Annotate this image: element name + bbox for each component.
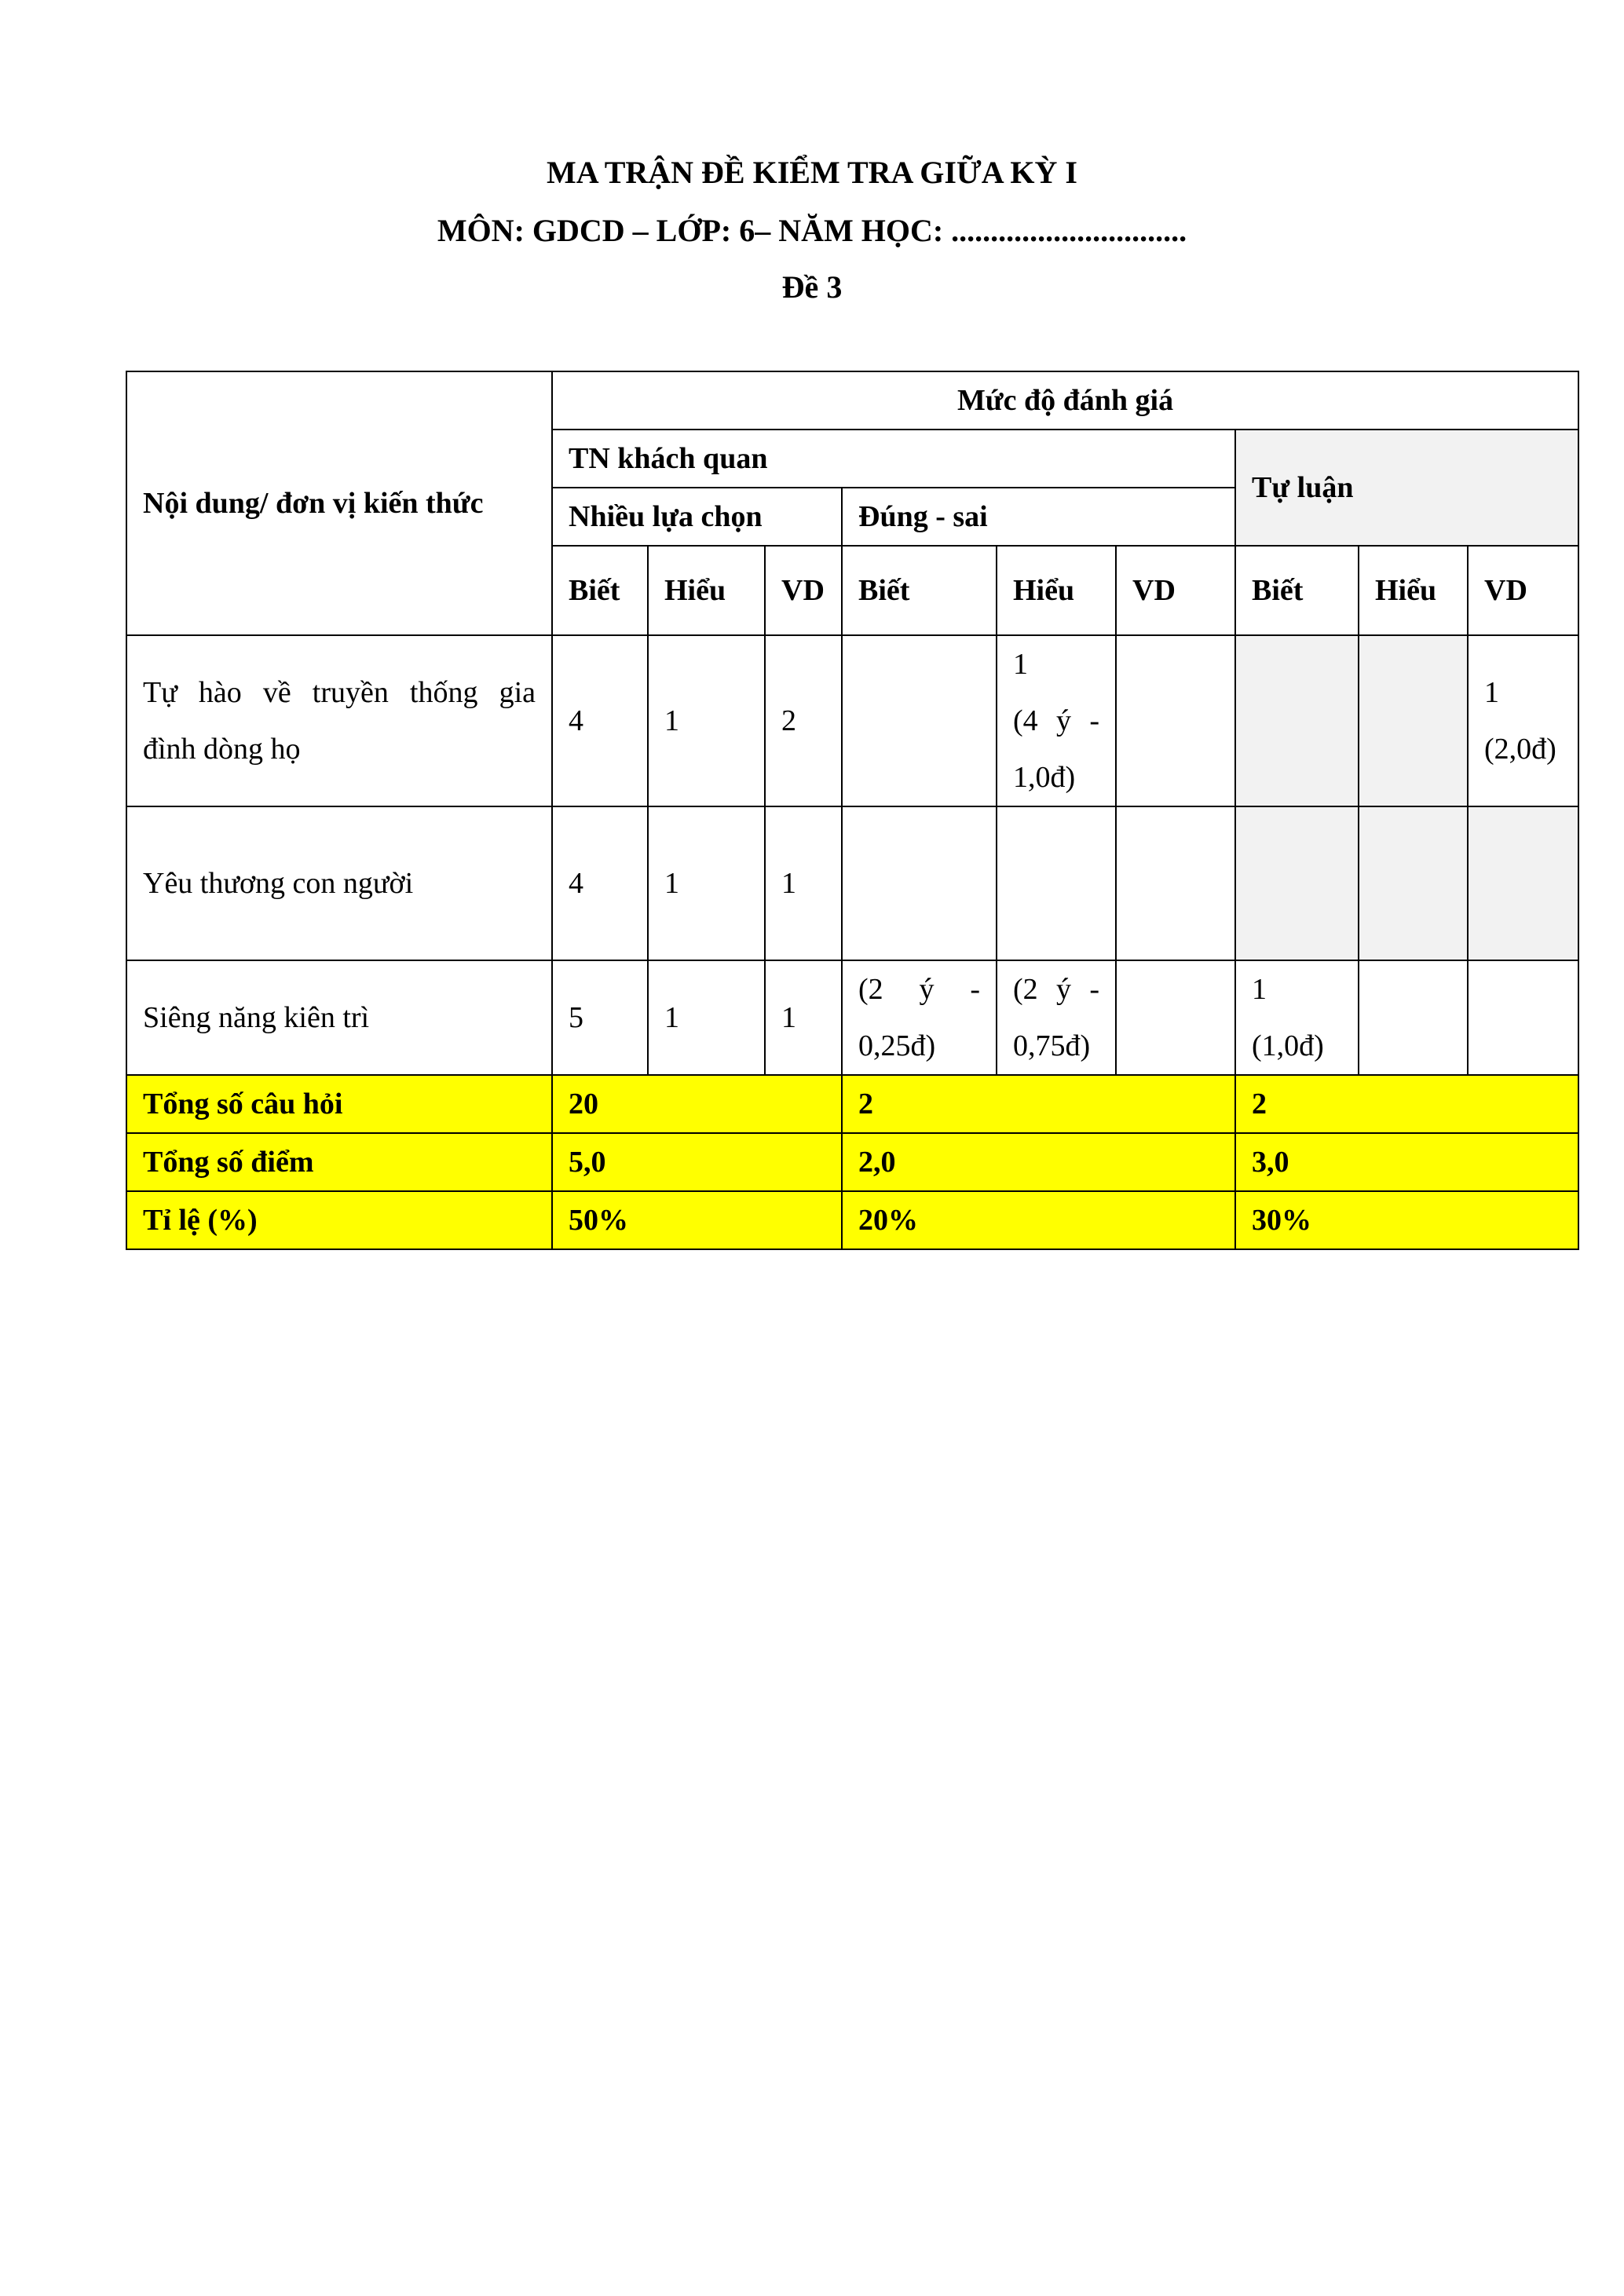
cell-line: 1 [1484,676,1499,709]
sub-header: Hiểu [1359,546,1468,635]
data-cell: 1 [765,960,842,1075]
sub-header: Hiểu [997,546,1116,635]
cell-line: (2 ý - [858,973,980,1006]
total-label: Tổng số câu hỏi [126,1075,552,1133]
data-cell: 4 [552,806,648,960]
table-row [126,635,1578,806]
mc-header: Nhiều lựa chọn [552,488,842,546]
sub-header: Biết [842,546,997,635]
ratio-row [126,1191,1578,1249]
data-cell: 2 [765,635,842,806]
data-cell: 5 [552,960,648,1075]
data-cell [1116,960,1235,1075]
data-cell [997,806,1116,960]
cell-line: (2,0đ) [1484,733,1556,766]
data-cell [1468,806,1578,960]
data-cell [1235,635,1359,806]
total-mc: 50% [552,1191,842,1249]
cell-line: (4 ý - [1013,704,1099,737]
total-ds: 20% [842,1191,1235,1249]
data-cell [1468,960,1578,1075]
subject-line: MÔN: GDCD – LỚP: 6– NĂM HỌC: .............................. [437,213,1187,248]
cell-line: 0,75đ) [1013,1029,1091,1062]
row-content-line: đình dòng họ [143,733,301,766]
data-cell [997,635,1116,806]
data-cell: 1 [648,635,765,806]
row-content-cell: Yêu thương con người [126,806,552,960]
data-cell: 1 [648,806,765,960]
total-label: Tỉ lệ (%) [126,1191,552,1249]
total-essay: 3,0 [1235,1133,1578,1191]
sub-header: Biết [552,546,648,635]
total-essay: 2 [1235,1075,1578,1133]
table-row [126,960,1578,1075]
data-cell [1116,635,1235,806]
assessment-matrix-table [126,371,1579,1250]
content-column-header: Nội dung/ đơn vị kiến thức [126,371,552,635]
data-cell [842,960,997,1075]
data-cell [842,806,997,960]
cell-line: (1,0đ) [1252,1029,1324,1062]
data-cell: 1 [648,960,765,1075]
data-cell [1359,806,1468,960]
sub-header: VD [1116,546,1235,635]
sub-header: VD [1468,546,1578,635]
data-cell [1359,635,1468,806]
data-cell: 4 [552,635,648,806]
cell-line: 0,25đ) [858,1029,936,1062]
data-cell [1359,960,1468,1075]
exam-code: Đề 3 [781,269,843,305]
cell-line: (2 ý - [1013,973,1099,1006]
total-ds: 2,0 [842,1133,1235,1191]
row-content-line: Tự hào về truyền thống gia [143,676,536,709]
total-mc: 20 [552,1075,842,1133]
total-ds: 2 [842,1075,1235,1133]
cell-line: 1,0đ) [1013,761,1076,794]
total-label: Tổng số điểm [126,1133,552,1191]
cell-line: 1 [1013,648,1028,681]
document-title: MA TRẬN ĐỀ KIỂM TRA GIỮA KỲ I [546,155,1077,190]
ds-header: Đúng - sai [842,488,1235,546]
data-cell [1235,960,1359,1075]
data-cell: 1 [765,806,842,960]
header-row-1 [126,371,1578,430]
data-cell [842,635,997,806]
level-header: Mức độ đánh giá [552,371,1578,430]
data-cell [997,960,1116,1075]
essay-header: Tự luận [1235,430,1578,546]
total-points-row [126,1133,1578,1191]
table-row [126,806,1578,960]
total-essay: 30% [1235,1191,1578,1249]
cell-line: 1 [1252,973,1267,1006]
sub-header: Biết [1235,546,1359,635]
total-mc: 5,0 [552,1133,842,1191]
sub-header: Hiểu [648,546,765,635]
total-questions-row [126,1075,1578,1133]
data-cell [1235,806,1359,960]
data-cell [1468,635,1578,806]
data-cell [1116,806,1235,960]
row-content-cell: Siêng năng kiên trì [126,960,552,1075]
row-content-cell [126,635,552,806]
sub-header: VD [765,546,842,635]
tn-header: TN khách quan [552,430,1235,488]
